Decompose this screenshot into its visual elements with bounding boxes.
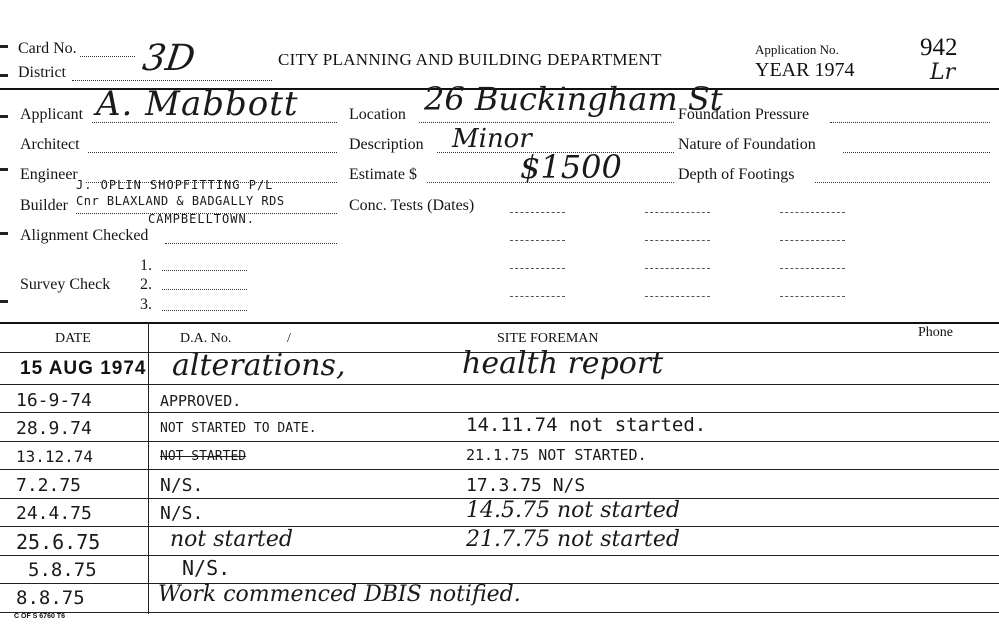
description-label: Description xyxy=(349,136,424,153)
application-number: 942 xyxy=(920,34,958,61)
log-row-entry: N/S. xyxy=(160,503,204,524)
log-row-entry: N/S. xyxy=(182,556,231,580)
col-da-mark: / xyxy=(287,331,291,346)
nature-of-foundation-line xyxy=(843,152,990,153)
survey-check-label: Survey Check xyxy=(20,276,111,293)
row-rule xyxy=(0,384,999,385)
log-row-entry-right: 14.11.74 not started. xyxy=(466,414,707,436)
conc-test-line xyxy=(510,212,565,213)
log-row-date: 28.9.74 xyxy=(16,418,92,439)
survey-3-label: 3. xyxy=(140,296,152,313)
survey-1-line xyxy=(162,270,247,271)
log-row-entry-right: 14.5.75 not started xyxy=(466,498,680,523)
card-no-line xyxy=(80,56,135,57)
conc-test-line xyxy=(780,268,845,269)
nature-of-foundation-label: Nature of Foundation xyxy=(678,136,816,153)
survey-2-label: 2. xyxy=(140,276,152,293)
district-label: District xyxy=(18,64,66,81)
conc-test-line xyxy=(645,240,710,241)
builder-line-1: J. OPLIN SHOPFITTING P/L xyxy=(76,178,274,192)
row-rule xyxy=(0,412,999,413)
builder-line-3: CAMPBELLTOWN. xyxy=(148,212,255,226)
foundation-pressure-line xyxy=(830,122,990,123)
form-code: C OF S 6760 T6 xyxy=(14,613,65,620)
survey-1-label: 1. xyxy=(140,257,152,274)
log-row-date: 16-9-74 xyxy=(16,390,92,411)
log-column-divider xyxy=(148,322,149,614)
conc-test-line xyxy=(780,296,845,297)
edge-mark xyxy=(0,168,8,171)
department-title: CITY PLANNING AND BUILDING DEPARTMENT xyxy=(278,50,662,69)
architect-line xyxy=(88,152,337,153)
survey-2-line xyxy=(162,289,247,290)
col-site-foreman-header: SITE FOREMAN xyxy=(497,331,599,346)
application-no-label: Application No. xyxy=(755,42,839,57)
conc-test-line xyxy=(510,240,565,241)
conc-test-line xyxy=(510,296,565,297)
log-row-date: 15 AUG 1974 xyxy=(20,358,147,379)
location-line xyxy=(419,122,674,123)
edge-mark xyxy=(0,300,8,303)
alignment-checked-label: Alignment Checked xyxy=(20,227,149,244)
log-row-date: 8.8.75 xyxy=(16,587,85,609)
applicant-label: Applicant xyxy=(20,106,84,123)
builder-line-2: Cnr BLAXLAND & BADGALLY RDS xyxy=(76,194,285,208)
log-row-date: 7.2.75 xyxy=(16,475,82,496)
year-label: YEAR 1974 xyxy=(755,59,855,81)
log-row-entry: APPROVED. xyxy=(160,392,242,410)
card-no-label: Card No. xyxy=(18,40,77,57)
depth-of-footings-label: Depth of Footings xyxy=(678,166,795,183)
engineer-label: Engineer xyxy=(20,166,78,183)
col-phone-header: Phone xyxy=(918,325,953,340)
log-row-entry: Work commenced DBIS notified. xyxy=(158,582,521,607)
estimate-label: Estimate $ xyxy=(349,166,417,183)
log-row-entry-right: 21.7.75 not started xyxy=(466,527,680,552)
log-row-entry: not started xyxy=(170,527,293,552)
row-rule xyxy=(0,555,999,556)
district-line xyxy=(72,80,272,81)
log-row-entry-right: 21.1.75 NOT STARTED. xyxy=(466,446,647,464)
applicant-value: A. Mabbott xyxy=(96,84,299,124)
edge-mark xyxy=(0,115,8,118)
log-row-entry: NOT STARTED xyxy=(160,449,247,464)
alignment-checked-line xyxy=(165,243,337,244)
description-value: Minor xyxy=(452,124,532,154)
foundation-pressure-label: Foundation Pressure xyxy=(678,106,810,123)
conc-tests-label: Conc. Tests (Dates) xyxy=(349,197,475,214)
conc-test-line xyxy=(645,268,710,269)
location-value: 26 Buckingham St xyxy=(424,80,723,118)
log-row-entry: N/S. xyxy=(160,475,204,496)
col-da-no-header: D.A. No. xyxy=(180,331,232,346)
conc-test-line xyxy=(645,212,710,213)
estimate-value: $1500 xyxy=(520,148,622,186)
log-row-entry-right: 17.3.75 N/S xyxy=(466,475,586,496)
location-label: Location xyxy=(349,106,406,123)
log-row-date: 24.4.75 xyxy=(16,503,92,524)
row-rule xyxy=(0,612,999,613)
survey-3-line xyxy=(162,310,247,311)
log-row-date: 5.8.75 xyxy=(28,559,97,581)
application-initials: Lr xyxy=(930,60,956,85)
conc-test-line xyxy=(645,296,710,297)
builder-label: Builder xyxy=(20,197,68,214)
edge-mark xyxy=(0,232,8,235)
edge-mark xyxy=(0,74,8,77)
conc-test-line xyxy=(780,212,845,213)
log-row-date: 13.12.74 xyxy=(16,447,94,466)
row-rule xyxy=(0,469,999,470)
conc-test-line xyxy=(780,240,845,241)
conc-test-line xyxy=(510,268,565,269)
log-top-rule xyxy=(0,322,999,324)
district-value: 3D xyxy=(140,38,198,79)
architect-label: Architect xyxy=(20,136,80,153)
log-row-entry-right: health report xyxy=(462,346,664,381)
col-date-header: DATE xyxy=(55,331,91,346)
log-row-entry: alterations, xyxy=(172,348,346,383)
log-row-entry: NOT STARTED TO DATE. xyxy=(160,421,317,436)
depth-of-footings-line xyxy=(815,182,990,183)
row-rule xyxy=(0,441,999,442)
edge-mark xyxy=(0,45,8,48)
log-row-date: 25.6.75 xyxy=(16,530,101,554)
